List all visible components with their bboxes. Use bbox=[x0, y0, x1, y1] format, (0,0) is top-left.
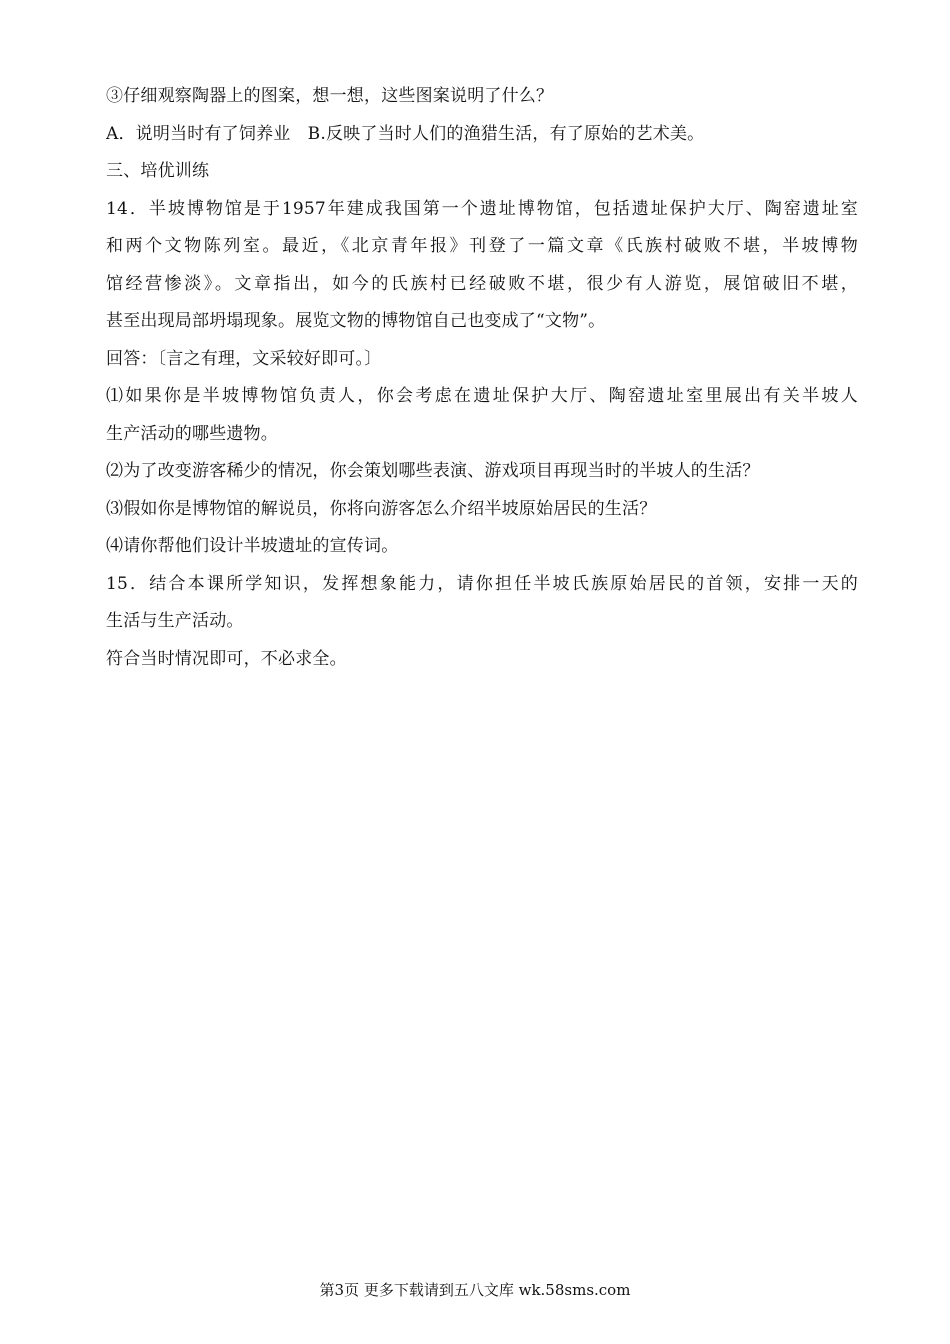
document-body bbox=[106, 78, 858, 678]
q14-line: 14．半坡博物馆是于1957年建成我国第一个遗址博物馆，包括遗址保护大厅、陶窑遗址室 bbox=[106, 198, 858, 219]
q14-sub1-line: 生产活动的哪些遗物。 bbox=[106, 423, 278, 444]
q14-sub3: ⑶假如你是博物馆的解说员，你将向游客怎么介绍半坡原始居民的生活？ bbox=[106, 498, 657, 519]
page-footer: 第3页 更多下载请到五八文库 wk.58sms.com bbox=[319, 1281, 631, 1299]
q14-line: 甚至出现局部坍塌现象。展览文物的博物馆自己也变成了“文物”。 bbox=[106, 311, 606, 331]
section-heading: 三、培优训练 bbox=[106, 161, 210, 181]
q15-line: 15．结合本课所学知识，发挥想象能力，请你担任半坡氏族原始居民的首领，安排一天的 bbox=[106, 573, 858, 594]
q14-sub1 bbox=[106, 378, 858, 453]
q15-answer-note: 符合当时情况即可，不必求全。 bbox=[106, 648, 347, 669]
q14-question bbox=[106, 191, 858, 341]
q14-sub4: ⑷请你帮他们设计半坡遗址的宣传词。 bbox=[106, 536, 399, 556]
q14-answer-note: 回答：〔言之有理，文采较好即可。〕 bbox=[106, 348, 382, 369]
q13-sub3-question: ③仔细观察陶器上的图案，想一想，这些图案说明了什么？ bbox=[106, 86, 554, 106]
q15-line: 生活与生产活动。 bbox=[106, 611, 244, 631]
q14-line: 馆经营惨淡》。文章指出，如今的氏族村已经破败不堪，很少有人游览，展馆破旧不堪， bbox=[106, 273, 858, 294]
q14-sub1-line: ⑴如果你是半坡博物馆负责人，你会考虑在遗址保护大厅、陶窑遗址室里展出有关半坡人 bbox=[106, 386, 858, 406]
q14-sub2: ⑵为了改变游客稀少的情况，你会策划哪些表演、游戏项目再现当时的半坡人的生活？ bbox=[106, 461, 760, 481]
q13-sub3-answer: A．说明当时有了饲养业 B.反映了当时人们的渔猎生活，有了原始的艺术美。 bbox=[106, 123, 705, 144]
q14-line: 和两个文物陈列室。最近，《北京青年报》刊登了一篇文章《氏族村破败不堪，半坡博物 bbox=[106, 236, 858, 256]
q15-question bbox=[106, 566, 858, 641]
